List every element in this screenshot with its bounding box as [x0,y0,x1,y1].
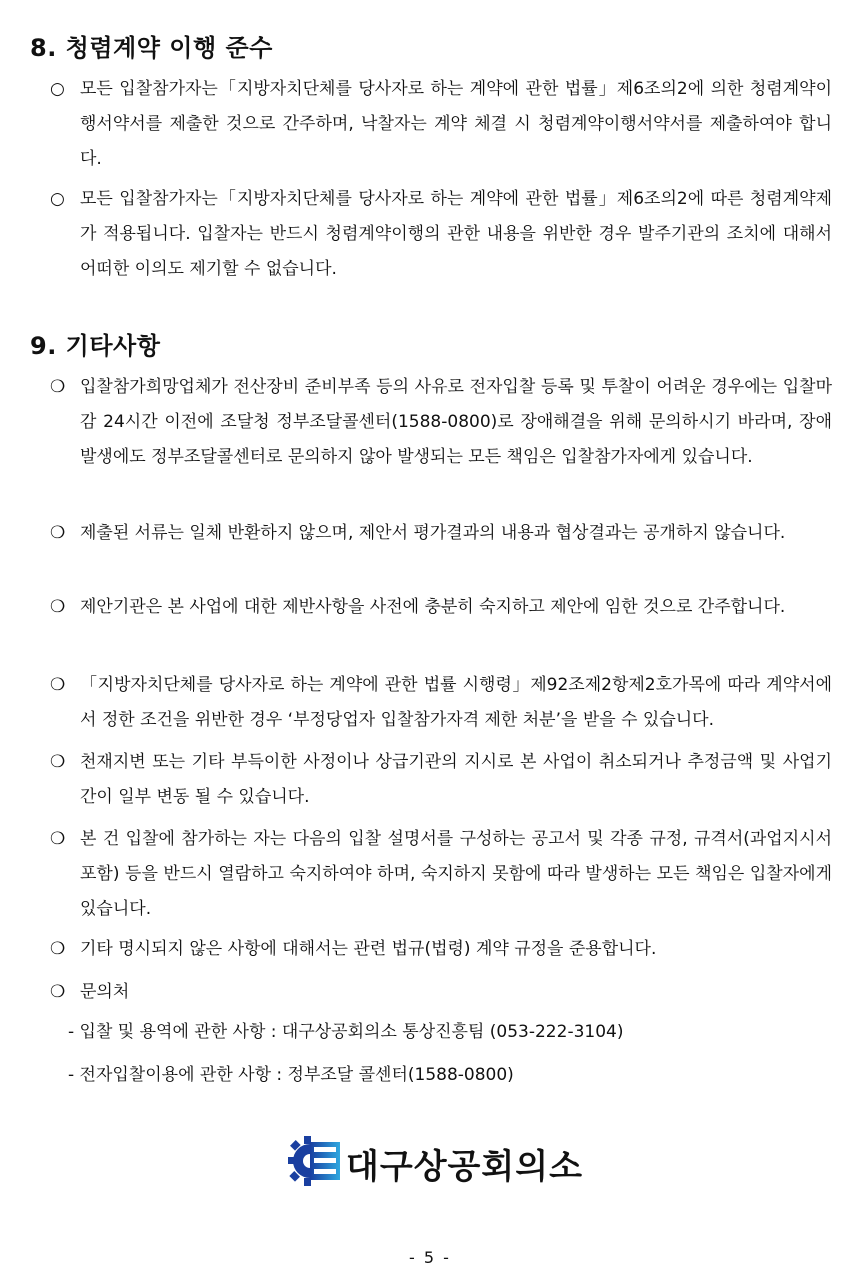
list-item [50,668,832,738]
contact-line: - 입찰 및 용역에 관한 사항 : 대구상공회의소 통상진흥팀 (053-222-3104) [68,1022,624,1042]
logo-text: 대구상공회의소 [346,1147,583,1187]
bullet-icon: ❍ [50,597,66,617]
item-text: 입찰참가희망업체가 전산장비 준비부족 등의 사유로 전자입찰 등록 및 투찰이 어려운 경우에는 입찰마감 24시간 이전에 조달청 정부조달콜센터(1588-0800)로 장애해결을 위해 문의하시기 바라며, 장애발생에도 정부조달콜센터로 문의하지 않아 발생되는 모든 책임은 입찰참가자에게 있습니다. [80,377,832,467]
list-item [50,516,832,551]
bullet-icon: ❍ [50,982,66,1002]
list-item [50,745,832,815]
bullet-icon: ○ [50,79,65,99]
list-item [50,932,832,967]
bullet-icon: ❍ [50,829,66,849]
bullet-icon: ❍ [50,377,66,397]
bullet-icon: ○ [50,189,65,209]
item-text: 제안기관은 본 사업에 대한 제반사항을 사전에 충분히 숙지하고 제안에 임한 것으로 간주합니다. [80,597,786,617]
page-number: - 5 - [409,1248,451,1267]
bullet-icon: ❍ [50,939,66,959]
list-item [50,182,832,287]
list-item [50,822,832,927]
contact-line: - 전자입찰이용에 관한 사항 : 정부조달 콜센터(1588-0800) [68,1065,514,1085]
list-item [50,590,832,625]
item-text: 제출된 서류는 일체 반환하지 않으며, 제안서 평가결과의 내용과 협상결과는 공개하지 않습니다. [80,523,786,543]
bullet-icon: ❍ [50,523,66,543]
item-text: 문의처 [80,982,130,1002]
item-text: 천재지변 또는 기타 부득이한 사정이나 상급기관의 지시로 본 사업이 취소되거나 추정금액 및 사업기간이 일부 변동 될 수 있습니다. [80,752,832,807]
chamber-logo [288,1136,588,1186]
item-text: 모든 입찰참가자는「지방자치단체를 당사자로 하는 계약에 관한 법률」제6조의2에 따른 청렴계약제가 적용됩니다. 입찰자는 반드시 청렴계약이행의 관한 내용을 위반한 경우 발주기관의 조치에 대해서 어떠한 이의도 제기할 수 없습니다. [80,189,832,279]
item-text: 기타 명시되지 않은 사항에 대해서는 관련 법규(법령) 계약 규정을 준용합니다. [80,939,657,959]
gear-icon [288,1136,344,1186]
section-8-title: 8. 청렴계약 이행 준수 [30,34,273,62]
list-item [50,975,832,1010]
item-text: 모든 입찰참가자는「지방자치단체를 당사자로 하는 계약에 관한 법률」제6조의2에 의한 청렴계약이행서약서를 제출한 것으로 간주하며, 낙찰자는 계약 체결 시 청렴계약이행서약서를 제출하여야 합니다. [80,79,832,169]
section-9-title: 9. 기타사항 [30,332,161,360]
bullet-icon: ❍ [50,675,66,695]
item-text: 본 건 입찰에 참가하는 자는 다음의 입찰 설명서를 구성하는 공고서 및 각종 규정, 규격서(과업지시서 포함) 등을 반드시 열람하고 숙지하여야 하며, 숙지하지 못함에 따라 발생하는 모든 책임은 입찰자에게 있습니다. [80,829,832,919]
item-text: 「지방자치단체를 당사자로 하는 계약에 관한 법률 시행령」제92조제2항제2호가목에 따라 계약서에서 정한 조건을 위반한 경우 ‘부정당업자 입찰참가자격 제한 처분’을 받을 수 있습니다. [80,675,832,730]
list-item [50,72,832,177]
bullet-icon: ❍ [50,752,66,772]
list-item [50,370,832,475]
